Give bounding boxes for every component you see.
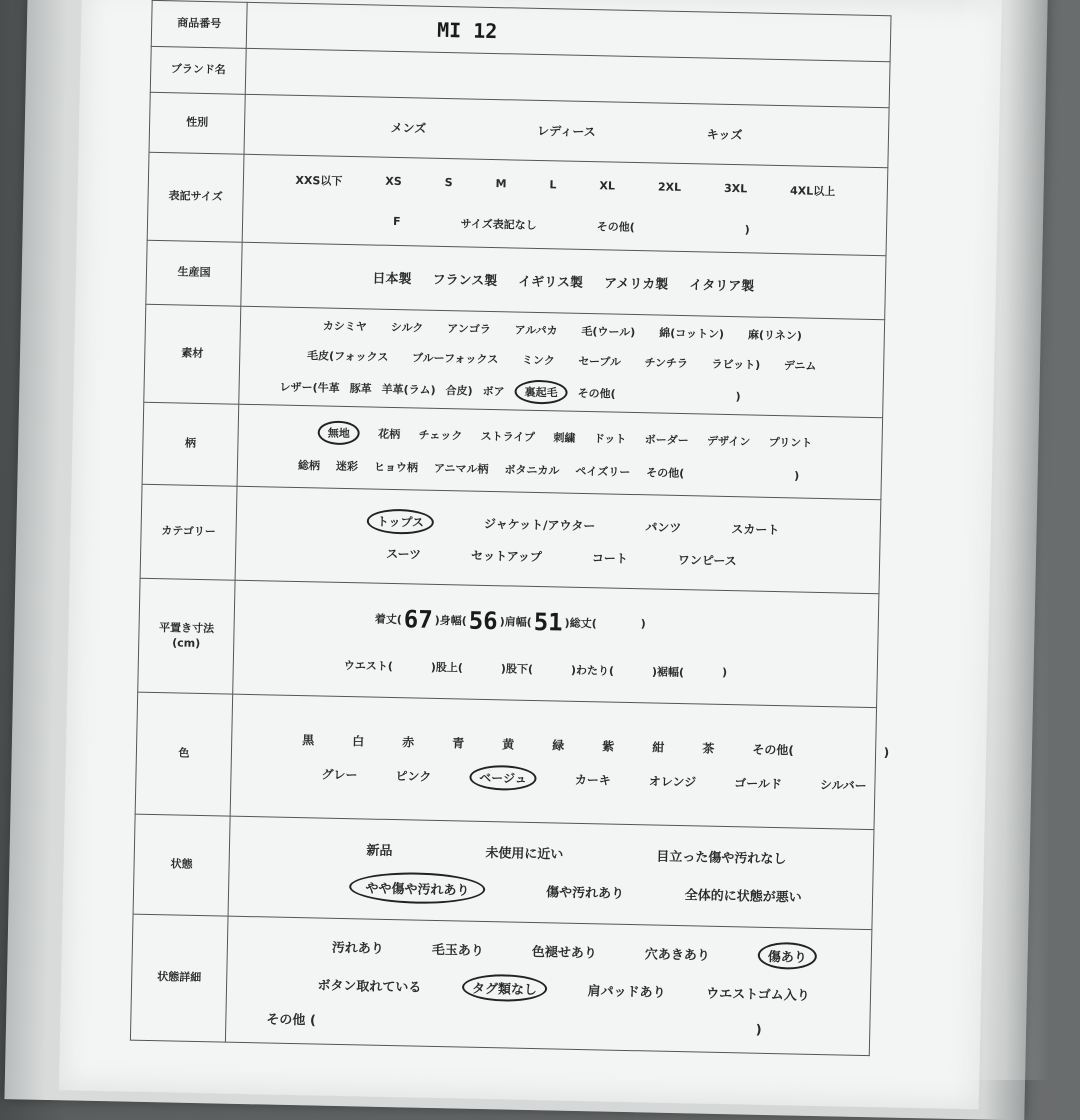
row-material	[144, 304, 885, 417]
size-option[interactable]: XS	[385, 174, 402, 189]
color-option-selected[interactable]: ベージュ	[469, 765, 537, 791]
pattern-option[interactable]: アニマル柄	[433, 461, 489, 476]
detail-option[interactable]: 色褪せあり	[531, 944, 597, 962]
material-option-selected[interactable]: 裏起毛	[514, 379, 567, 404]
dim-value-inseam[interactable]	[537, 669, 567, 670]
pattern-option[interactable]: チェック	[418, 428, 463, 442]
pattern-option[interactable]: 刺繍	[553, 430, 576, 445]
gender-option[interactable]: レディース	[537, 123, 596, 140]
paper-sheet	[59, 0, 1002, 1109]
size-option-other[interactable]: その他( )	[596, 219, 750, 236]
material-option[interactable]: デニム	[783, 358, 817, 373]
pattern-option[interactable]: ペイズリー	[575, 464, 631, 479]
color-option[interactable]: 紺	[652, 740, 665, 755]
material-option[interactable]: 綿(コットン)	[659, 326, 725, 341]
pattern-option[interactable]: ボタニカル	[504, 462, 560, 477]
dim-value-hem[interactable]	[688, 672, 718, 673]
category-option[interactable]: パンツ	[645, 520, 682, 536]
material-option[interactable]: 豚革	[349, 381, 372, 396]
pattern-option[interactable]: 迷彩	[335, 459, 359, 473]
material-option[interactable]: シルク	[390, 320, 424, 335]
color-option[interactable]: 黒	[302, 733, 315, 748]
color-option[interactable]: ピンク	[395, 769, 432, 784]
condition-option[interactable]: 新品	[366, 843, 393, 860]
dim-label-waist: ウエスト(	[343, 658, 393, 673]
color-option[interactable]: ゴールド	[734, 776, 783, 792]
size-option[interactable]: 4XL以上	[789, 183, 836, 198]
category-option-selected[interactable]: トップス	[367, 508, 435, 534]
material-option[interactable]: チンチラ	[644, 355, 689, 370]
size-option[interactable]: 2XL	[657, 180, 682, 194]
material-option[interactable]: 羊革(ラム)	[381, 382, 436, 397]
dim-label-length: 着丈(	[374, 612, 402, 626]
color-option[interactable]: 赤	[402, 735, 415, 750]
color-option[interactable]: 黄	[502, 737, 515, 752]
material-option[interactable]: ミンク	[521, 353, 555, 367]
dim-value-shoulder[interactable]: 51	[533, 607, 563, 637]
pattern-option[interactable]: ボーダー	[644, 432, 689, 447]
category-option[interactable]: スーツ	[386, 546, 422, 562]
label-pattern: 柄	[142, 402, 239, 486]
color-option[interactable]: 茶	[702, 741, 715, 756]
condition-option[interactable]: 傷や汚れあり	[545, 885, 625, 902]
row-size	[147, 152, 888, 255]
label-category: カテゴリー	[140, 484, 237, 580]
material-option[interactable]: アンゴラ	[447, 321, 491, 336]
dim-value-rise[interactable]	[467, 667, 497, 668]
material-option[interactable]: 毛(ウール)	[581, 324, 636, 339]
size-option[interactable]: L	[549, 178, 557, 192]
dim-label-shoulder: )肩幅(	[499, 614, 532, 629]
row-dimensions	[138, 578, 879, 707]
condition-option[interactable]: 目立った傷や汚れなし	[656, 849, 787, 868]
label-size: 表記サイズ	[147, 152, 244, 242]
pattern-option-selected[interactable]: 無地	[318, 420, 360, 445]
color-option[interactable]: 緑	[552, 738, 565, 753]
category-option[interactable]: ジャケット/アウター	[483, 516, 596, 534]
pattern-option[interactable]: 総柄	[297, 458, 321, 472]
dim-value-body-width[interactable]: 56	[468, 606, 498, 635]
detail-option[interactable]: 穴あきあり	[644, 947, 710, 964]
material-option[interactable]: 麻(リネン)	[747, 327, 802, 343]
pattern-option[interactable]: ストライプ	[480, 429, 536, 444]
material-option[interactable]: 合皮)	[445, 383, 473, 398]
color-option[interactable]: オレンジ	[648, 774, 697, 790]
material-option[interactable]: ブルーフォックス	[411, 350, 499, 366]
dim-row1-end: )	[640, 617, 646, 631]
dim-value-total-length[interactable]	[599, 623, 639, 624]
material-option[interactable]: レザー(牛革	[279, 380, 340, 395]
dim-label-rise: )股上(	[430, 660, 464, 674]
material-option-other[interactable]: その他( )	[577, 386, 741, 403]
color-option-other[interactable]: その他( )	[752, 742, 890, 760]
label-dimensions	[138, 578, 235, 694]
label-product-number: 商品番号	[151, 0, 247, 48]
pattern-option-other[interactable]: その他( )	[646, 465, 800, 482]
label-dimensions-unit: (cm)	[172, 635, 201, 650]
size-option[interactable]: XXS以下	[295, 173, 343, 188]
pattern-option[interactable]: デザイン	[706, 434, 751, 448]
material-option[interactable]: 毛皮(フォックス	[306, 348, 389, 364]
row-category	[140, 484, 881, 593]
color-option[interactable]: 白	[352, 734, 365, 749]
size-option[interactable]: M	[495, 177, 507, 191]
color-option[interactable]: カーキ	[574, 772, 611, 788]
dim-value-waist[interactable]	[397, 666, 427, 667]
color-option[interactable]: 青	[452, 736, 465, 751]
detail-option-other[interactable]: その他 ()	[266, 1012, 762, 1038]
material-option[interactable]: カシミヤ	[322, 318, 368, 333]
country-option[interactable]: アメリカ製	[603, 276, 669, 293]
label-material: 素材	[144, 304, 241, 404]
gender-option[interactable]: メンズ	[390, 120, 427, 136]
detail-option-selected[interactable]: タグ類なし	[462, 974, 548, 1003]
detail-option[interactable]: 汚れあり	[331, 940, 385, 957]
country-option[interactable]: イタリア製	[689, 278, 755, 295]
condition-option-selected[interactable]: やや傷や汚れあり	[349, 871, 486, 905]
country-option[interactable]: 日本製	[372, 271, 412, 288]
row-color	[135, 692, 876, 829]
category-option[interactable]: スカート	[731, 522, 780, 538]
pattern-option[interactable]: ヒョウ柄	[373, 460, 419, 475]
material-option[interactable]: ラビット)	[711, 357, 761, 372]
item-form-table	[130, 0, 892, 1056]
detail-option-selected[interactable]: 傷あり	[758, 942, 818, 970]
row-condition-detail	[130, 914, 871, 1055]
label-dimensions-text: 平置き寸法	[158, 621, 215, 636]
dim-label-hem: )裾幅(	[651, 664, 685, 679]
pattern-option[interactable]: 花柄	[378, 427, 401, 441]
label-brand: ブランド名	[150, 46, 246, 94]
label-condition: 状態	[133, 814, 230, 916]
country-option[interactable]: イギリス製	[518, 274, 584, 291]
gender-option[interactable]: キッズ	[706, 127, 743, 143]
dim-label-inseam: )股下(	[500, 661, 534, 676]
product-number-value: MI 12	[436, 17, 498, 43]
detail-option[interactable]: ウエストゴム入り	[706, 986, 810, 1004]
label-country: 生産国	[146, 240, 242, 306]
label-condition-detail: 状態詳細	[130, 914, 228, 1042]
size-option[interactable]: F	[392, 214, 401, 229]
category-option[interactable]: ワンピース	[677, 552, 737, 569]
material-option[interactable]: アルパカ	[514, 323, 558, 337]
pattern-option[interactable]: ドット	[593, 431, 627, 446]
size-option[interactable]: XL	[599, 179, 616, 193]
row-condition	[133, 814, 874, 929]
category-option[interactable]: セットアップ	[470, 548, 543, 565]
category-option[interactable]: コート	[591, 551, 629, 566]
dim-value-length[interactable]: 67	[403, 604, 434, 634]
material-option[interactable]: セーブル	[578, 354, 622, 369]
color-option[interactable]: 紫	[602, 739, 615, 754]
detail-option[interactable]: ボタン取れている	[317, 978, 422, 996]
row-pattern	[142, 402, 883, 499]
condition-option[interactable]: 全体的に状態が悪い	[684, 888, 802, 906]
dim-value-thigh[interactable]	[618, 670, 648, 671]
dim-label-thigh: )わたり(	[570, 663, 615, 678]
label-gender: 性別	[149, 92, 245, 154]
condition-option[interactable]: 未使用に近い	[485, 846, 564, 863]
size-option[interactable]: S	[444, 176, 453, 190]
country-option[interactable]: フランス製	[432, 272, 498, 290]
detail-option[interactable]: 肩パッドあり	[587, 984, 666, 1001]
size-option[interactable]: サイズ表記なし	[460, 216, 537, 232]
dim-row2-end: )	[721, 665, 728, 680]
label-color: 色	[135, 692, 233, 816]
size-option[interactable]: 3XL	[723, 181, 748, 196]
pattern-option[interactable]: プリント	[768, 435, 813, 450]
detail-option[interactable]: 毛玉あり	[431, 942, 485, 959]
material-option[interactable]: ボア	[482, 384, 505, 398]
color-option[interactable]: グレー	[321, 767, 358, 783]
color-option[interactable]: シルバー	[819, 777, 867, 793]
dim-label-body-width: )身幅(	[434, 613, 467, 628]
dim-label-total-length: )総丈(	[564, 616, 597, 630]
